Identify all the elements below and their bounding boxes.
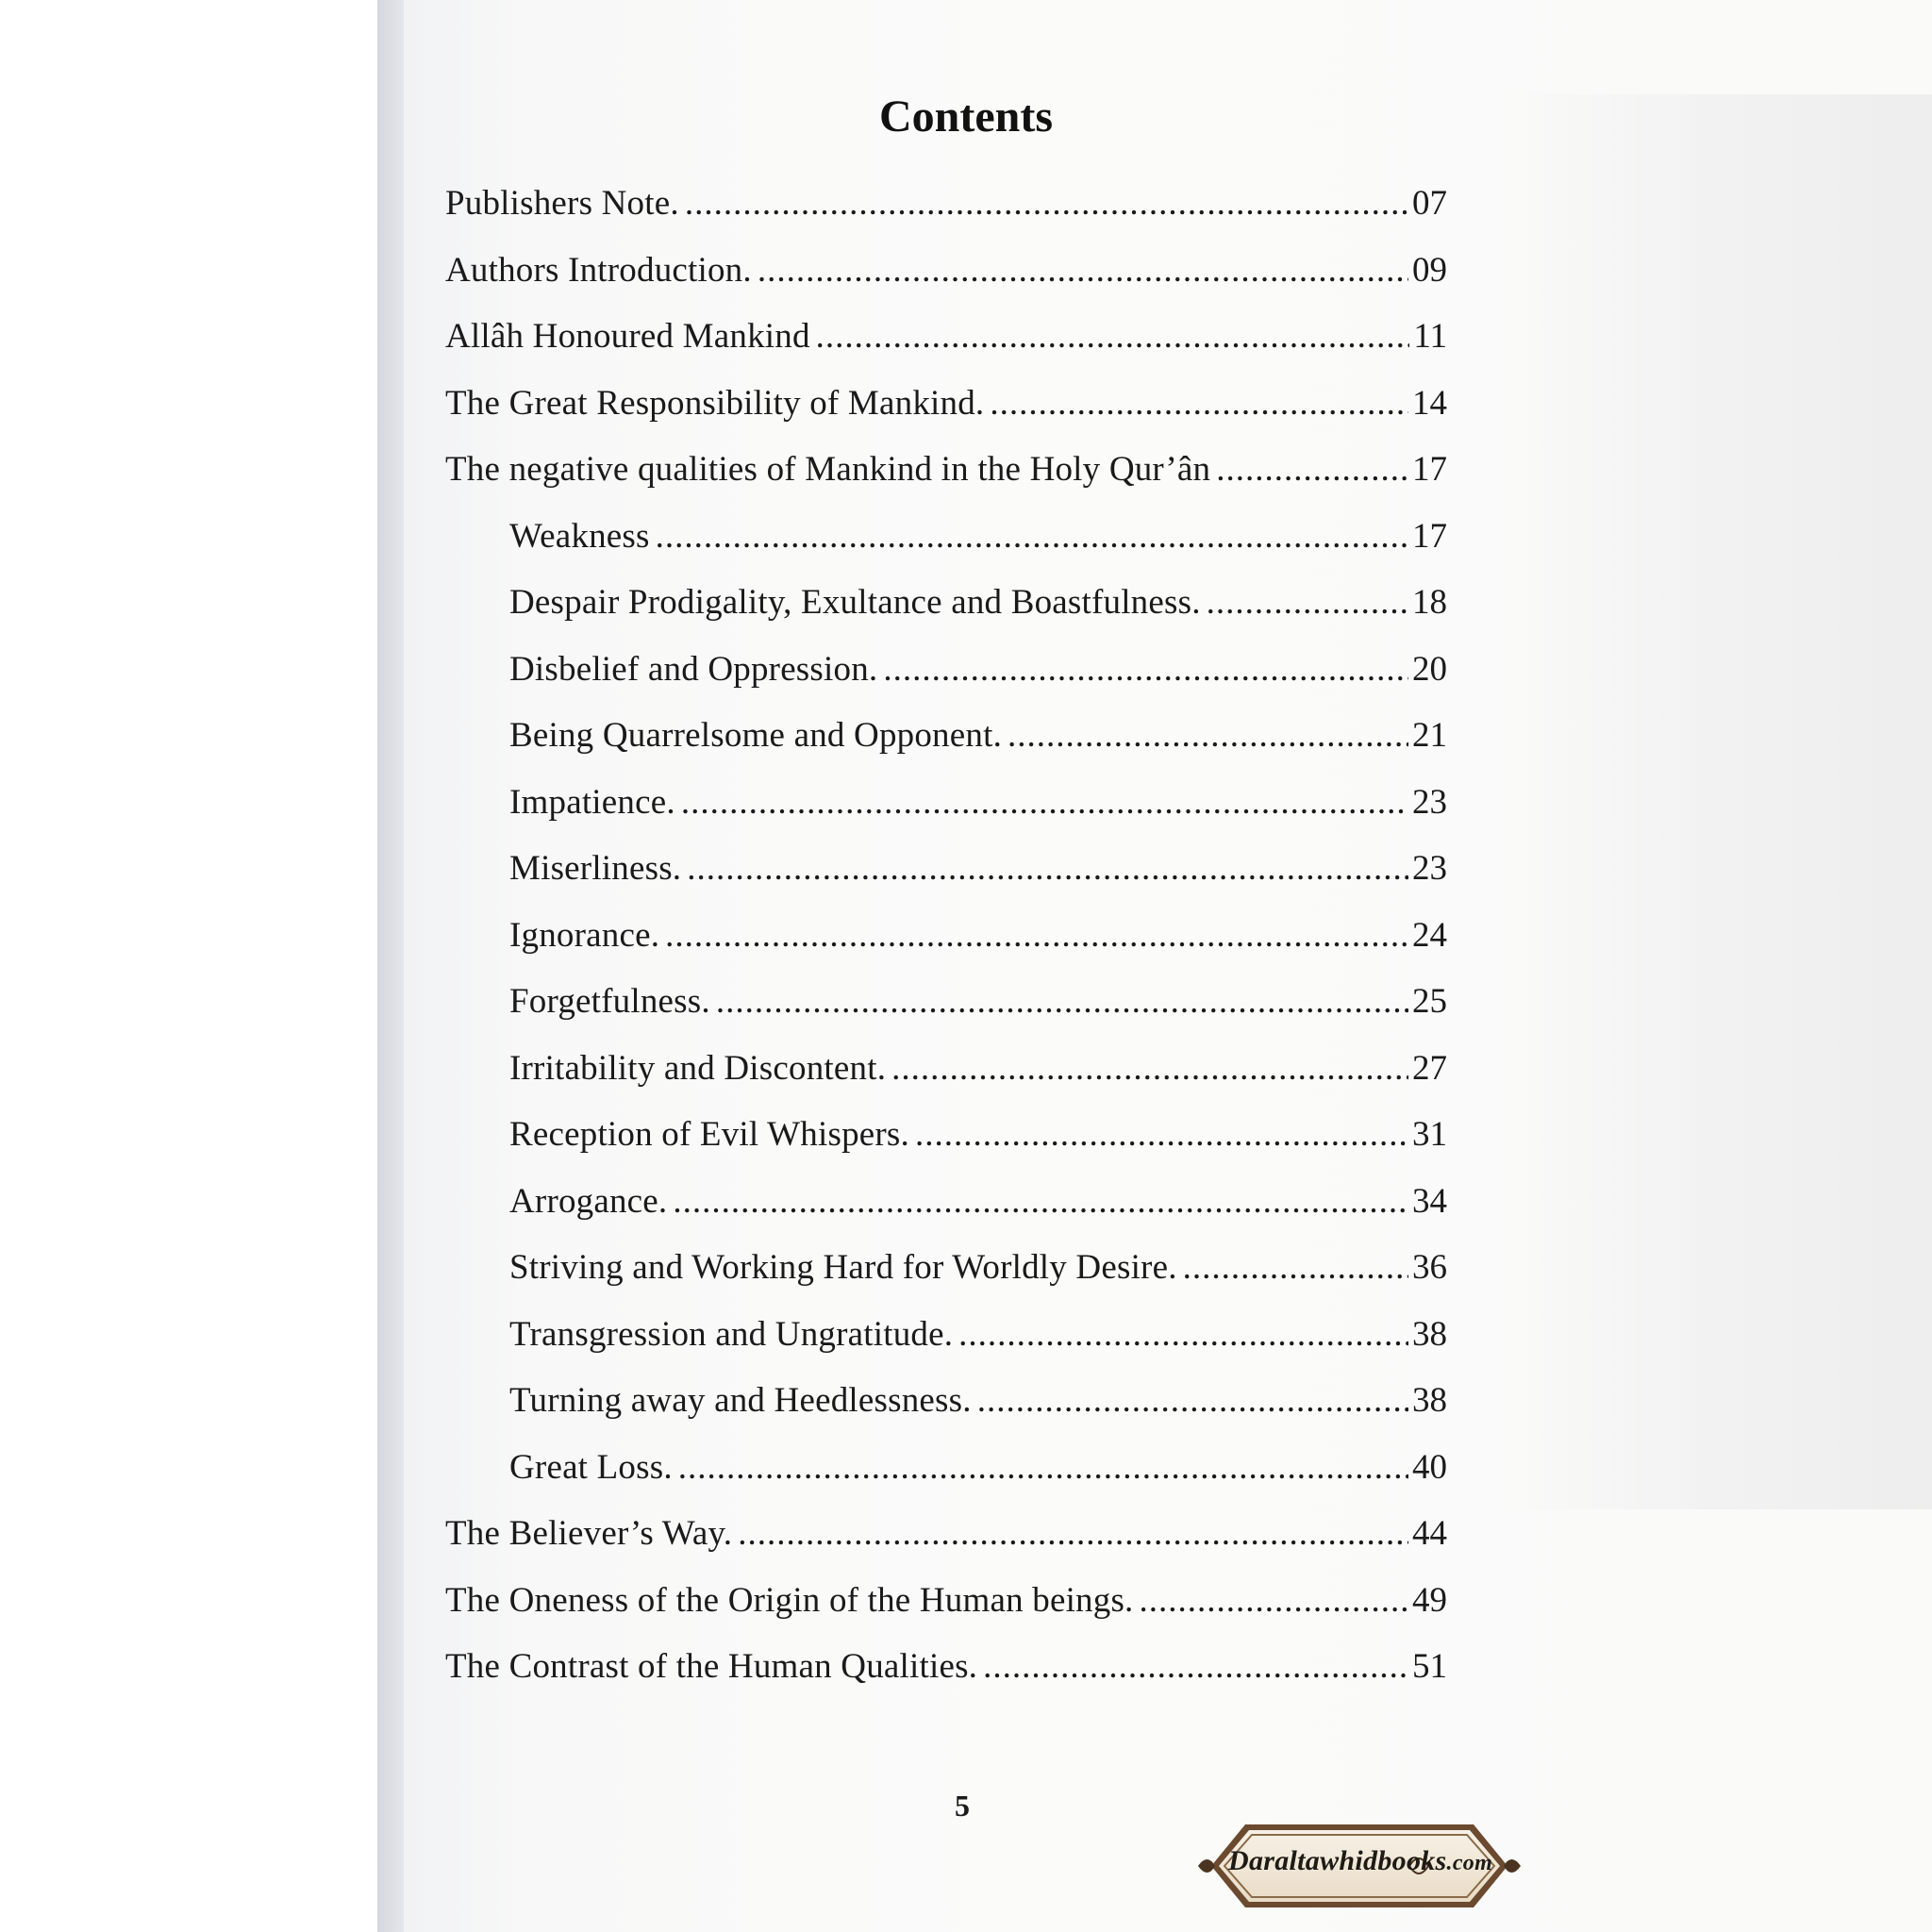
toc-entry [509,1181,1447,1222]
dot-leader [685,183,1408,224]
toc-entry [509,1247,1447,1288]
toc-entry [445,250,1447,291]
toc-entry-title: Allâh Honoured Mankind [445,317,810,356]
toc-entry-page: 40 [1412,1448,1447,1487]
toc-entry-page: 49 [1412,1581,1447,1620]
toc-entry-page: 14 [1412,384,1447,423]
dot-leader [816,316,1410,357]
daraltawhidbooks-logo [1191,1815,1521,1917]
dot-leader [681,782,1408,823]
toc-entry-page: 24 [1412,916,1447,955]
logo-suffix: .com [1446,1851,1493,1875]
toc-entry-page: 17 [1412,450,1447,489]
dot-leader [1008,715,1408,756]
dot-leader [758,250,1408,291]
toc-entry-page: 36 [1412,1248,1447,1287]
toc-entry-title: Forgetfulness. [509,982,710,1021]
toc-entry [445,1646,1447,1687]
dot-leader [1140,1580,1408,1621]
toc-entry-page: 38 [1412,1381,1447,1420]
toc-entry-title: Ignorance. [509,916,660,955]
toc-entry-title: Publishers Note. [445,184,679,223]
toc-entry-page: 25 [1412,982,1447,1021]
toc-entry [445,1580,1447,1621]
toc-entry-title: The Contrast of the Human Qualities. [445,1647,978,1686]
toc-entry-page: 09 [1412,251,1447,290]
toc-entry-page: 18 [1412,583,1447,622]
dot-leader [915,1114,1408,1155]
logo-name: Daraltawhidbooks [1228,1845,1447,1876]
toc-entry-page: 23 [1412,783,1447,822]
toc-entry-page: 17 [1412,517,1447,556]
dot-leader [891,1048,1408,1089]
toc-entry-title: The Great Responsibility of Mankind. [445,384,985,423]
toc-entry-title: Striving and Working Hard for Worldly Desire. [509,1248,1177,1287]
toc-entry-page: 34 [1412,1182,1447,1221]
contents-heading: Contents [878,92,1053,142]
dot-leader [738,1513,1408,1554]
logo-text [1228,1845,1492,1877]
toc-entry [445,449,1447,490]
dot-leader [665,915,1408,956]
toc-entry [509,915,1447,956]
toc-entry [445,1513,1447,1554]
toc-entry-title: Transgression and Ungratitude. [509,1315,954,1354]
dot-leader [883,649,1408,690]
dot-leader [678,1447,1408,1488]
toc-entry [509,782,1447,823]
toc-entry [509,715,1447,756]
dot-leader [958,1314,1408,1355]
toc-entry-title: The negative qualities of Mankind in the Holy Qur’ân [445,450,1211,489]
toc-entry-title: Despair Prodigality, Exultance and Boastfulness. [509,583,1201,622]
toc-entry-page: 44 [1412,1514,1447,1553]
dot-leader [1183,1247,1408,1288]
toc-entry-title: Disbelief and Oppression. [509,650,878,689]
toc-entry [509,1380,1447,1421]
dot-leader [673,1181,1408,1222]
toc-entry [509,1314,1447,1355]
page-number: 5 [955,1789,970,1823]
dot-leader [687,848,1408,889]
dot-leader [977,1380,1408,1421]
dot-leader [983,1646,1408,1687]
toc-entry-page: 11 [1413,317,1447,356]
toc-entry-page: 23 [1412,849,1447,888]
dot-leader [716,981,1408,1022]
toc-entry-page: 20 [1412,650,1447,689]
toc-entry-title: The Believer’s Way. [445,1514,733,1553]
toc-entry-title: Reception of Evil Whispers. [509,1115,909,1154]
toc-entry-title: Impatience. [509,783,675,822]
toc-entry-title: Authors Introduction. [445,251,752,290]
toc-entry-title: The Oneness of the Origin of the Human beings. [445,1581,1134,1620]
toc-entry [445,183,1447,224]
toc-entry [509,516,1447,557]
dot-leader [1207,582,1408,623]
toc-entry [445,383,1447,424]
toc-entry-page: 27 [1412,1049,1447,1088]
toc-entry [509,649,1447,690]
toc-entry-page: 07 [1412,184,1447,223]
dot-leader [990,383,1408,424]
toc-entry-page: 21 [1412,716,1447,755]
toc-entry-title: Great Loss. [509,1448,673,1487]
toc-entry-title: Irritability and Discontent. [509,1049,887,1088]
toc-entry [509,1048,1447,1089]
toc-entry-title: Turning away and Heedlessness. [509,1381,972,1420]
dot-leader [1216,449,1408,490]
toc-entry [509,1447,1447,1488]
toc-entry-page: 51 [1412,1647,1447,1686]
toc-entry [445,316,1447,357]
toc-entry-page: 38 [1412,1315,1447,1354]
toc-entry [509,848,1447,889]
toc-entry-page: 31 [1412,1115,1447,1154]
toc-entry [509,1114,1447,1155]
toc-entry-title: Miserliness. [509,849,682,888]
toc-entry-title: Arrogance. [509,1182,668,1221]
dot-leader [656,516,1408,557]
toc-entry-title: Weakness [509,517,650,556]
toc-entry [509,981,1447,1022]
toc-entry [509,582,1447,623]
toc-entry-title: Being Quarrelsome and Opponent. [509,716,1003,755]
